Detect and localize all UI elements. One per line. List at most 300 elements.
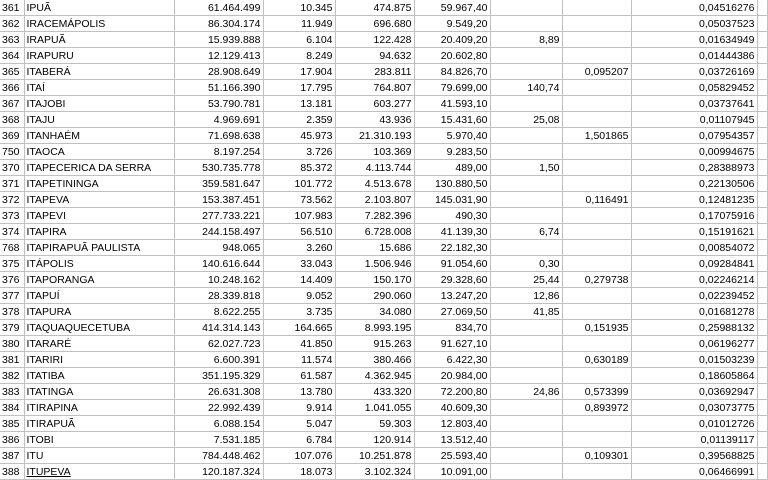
cell-municipality[interactable]	[24, 368, 174, 384]
cell-col-e[interactable]: 290.060	[335, 288, 414, 304]
cell-col-c[interactable]: 948.065	[174, 240, 263, 256]
cell-col-c[interactable]: 244.158.497	[174, 224, 263, 240]
cell-col-g[interactable]	[490, 432, 562, 448]
cell-col-e[interactable]: 7.282.396	[335, 208, 414, 224]
cell-col-j[interactable]	[757, 64, 767, 80]
cell-col-i[interactable]: 0,01444386	[631, 48, 757, 64]
cell-col-g[interactable]: 8,89	[490, 32, 562, 48]
cell-col-i[interactable]: 0,28388973	[631, 160, 757, 176]
cell-code[interactable]: 380	[0, 336, 24, 352]
cell-col-g[interactable]	[490, 448, 562, 464]
cell-col-f[interactable]: 22.182,30	[414, 240, 490, 256]
cell-code[interactable]: 367	[0, 96, 24, 112]
cell-col-c[interactable]: 6.088.154	[174, 416, 263, 432]
cell-col-e[interactable]: 21.310.193	[335, 128, 414, 144]
cell-col-c[interactable]: 53.790.781	[174, 96, 263, 112]
cell-col-c[interactable]: 277.733.221	[174, 208, 263, 224]
cell-col-h[interactable]	[562, 96, 631, 112]
cell-code[interactable]: 362	[0, 16, 24, 32]
cell-code[interactable]: 373	[0, 208, 24, 224]
cell-col-i[interactable]: 0,22130506	[631, 176, 757, 192]
cell-col-h[interactable]	[562, 0, 631, 16]
cell-col-e[interactable]: 603.277	[335, 96, 414, 112]
cell-code[interactable]: 368	[0, 112, 24, 128]
cell-col-c[interactable]: 10.248.162	[174, 272, 263, 288]
cell-municipality[interactable]	[24, 400, 174, 416]
cell-col-f[interactable]: 9.283,50	[414, 144, 490, 160]
cell-col-g[interactable]	[490, 128, 562, 144]
cell-col-d[interactable]: 3.260	[263, 240, 335, 256]
cell-col-j[interactable]	[757, 176, 767, 192]
cell-col-h[interactable]: 0,893972	[562, 400, 631, 416]
cell-col-f[interactable]: 13.247,20	[414, 288, 490, 304]
cell-code[interactable]: 369	[0, 128, 24, 144]
cell-col-g[interactable]: 41,85	[490, 304, 562, 320]
cell-col-d[interactable]: 5.047	[263, 416, 335, 432]
cell-col-e[interactable]: 474.875	[335, 0, 414, 16]
cell-col-e[interactable]: 120.914	[335, 432, 414, 448]
cell-col-e[interactable]: 122.428	[335, 32, 414, 48]
cell-municipality[interactable]	[24, 416, 174, 432]
cell-col-d[interactable]: 8.249	[263, 48, 335, 64]
cell-col-d[interactable]: 11.574	[263, 352, 335, 368]
cell-col-j[interactable]	[757, 112, 767, 128]
cell-col-f[interactable]: 41.593,10	[414, 96, 490, 112]
cell-col-d[interactable]: 17.795	[263, 80, 335, 96]
cell-col-g[interactable]	[490, 240, 562, 256]
cell-col-h[interactable]	[562, 432, 631, 448]
cell-col-f[interactable]: 489,00	[414, 160, 490, 176]
cell-col-i[interactable]: 0,05037523	[631, 16, 757, 32]
cell-col-c[interactable]: 7.531.185	[174, 432, 263, 448]
cell-col-h[interactable]	[562, 304, 631, 320]
cell-col-c[interactable]: 153.387.451	[174, 192, 263, 208]
cell-col-g[interactable]: 24,86	[490, 384, 562, 400]
cell-col-d[interactable]: 2.359	[263, 112, 335, 128]
cell-col-e[interactable]: 2.103.807	[335, 192, 414, 208]
cell-col-c[interactable]: 26.631.308	[174, 384, 263, 400]
cell-code[interactable]: 750	[0, 144, 24, 160]
cell-col-d[interactable]: 13.181	[263, 96, 335, 112]
cell-col-j[interactable]	[757, 256, 767, 272]
cell-code[interactable]: 361	[0, 0, 24, 16]
cell-col-c[interactable]: 71.698.638	[174, 128, 263, 144]
cell-col-h[interactable]	[562, 176, 631, 192]
cell-col-f[interactable]: 25.593,40	[414, 448, 490, 464]
cell-col-g[interactable]	[490, 368, 562, 384]
cell-col-d[interactable]: 107.983	[263, 208, 335, 224]
cell-col-g[interactable]: 0,30	[490, 256, 562, 272]
cell-col-j[interactable]	[757, 352, 767, 368]
cell-col-i[interactable]: 0,12481235	[631, 192, 757, 208]
cell-col-c[interactable]: 6.600.391	[174, 352, 263, 368]
cell-municipality[interactable]	[24, 80, 174, 96]
cell-col-f[interactable]: 15.431,60	[414, 112, 490, 128]
cell-col-g[interactable]	[490, 464, 562, 480]
cell-col-i[interactable]: 0,00854072	[631, 240, 757, 256]
cell-col-f[interactable]: 12.803,40	[414, 416, 490, 432]
cell-col-e[interactable]: 4.513.678	[335, 176, 414, 192]
cell-col-g[interactable]: 6,74	[490, 224, 562, 240]
cell-col-f[interactable]: 13.512,40	[414, 432, 490, 448]
cell-code[interactable]: 385	[0, 416, 24, 432]
cell-col-i[interactable]: 0,01012726	[631, 416, 757, 432]
cell-col-c[interactable]: 140.616.644	[174, 256, 263, 272]
cell-col-j[interactable]	[757, 400, 767, 416]
cell-col-d[interactable]: 17.904	[263, 64, 335, 80]
cell-municipality[interactable]	[24, 240, 174, 256]
cell-code[interactable]: 375	[0, 256, 24, 272]
cell-col-e[interactable]: 94.632	[335, 48, 414, 64]
cell-col-e[interactable]: 103.369	[335, 144, 414, 160]
cell-code[interactable]: 388	[0, 464, 24, 480]
cell-municipality[interactable]	[24, 384, 174, 400]
cell-code[interactable]: 378	[0, 304, 24, 320]
cell-col-d[interactable]: 3.726	[263, 144, 335, 160]
cell-col-f[interactable]: 79.699,00	[414, 80, 490, 96]
cell-code[interactable]: 372	[0, 192, 24, 208]
cell-col-i[interactable]: 0,01503239	[631, 352, 757, 368]
cell-municipality[interactable]	[24, 192, 174, 208]
cell-col-c[interactable]: 61.464.499	[174, 0, 263, 16]
cell-col-g[interactable]: 12,86	[490, 288, 562, 304]
cell-col-j[interactable]	[757, 288, 767, 304]
cell-col-c[interactable]: 51.166.390	[174, 80, 263, 96]
cell-col-e[interactable]: 283.811	[335, 64, 414, 80]
cell-col-i[interactable]: 0,03737641	[631, 96, 757, 112]
cell-col-j[interactable]	[757, 160, 767, 176]
cell-col-j[interactable]	[757, 208, 767, 224]
cell-col-i[interactable]: 0,09284841	[631, 256, 757, 272]
cell-code[interactable]: 371	[0, 176, 24, 192]
cell-col-i[interactable]: 0,39568825	[631, 448, 757, 464]
cell-code[interactable]: 386	[0, 432, 24, 448]
cell-col-e[interactable]: 15.686	[335, 240, 414, 256]
cell-code[interactable]: 366	[0, 80, 24, 96]
cell-col-i[interactable]: 0,04516276	[631, 0, 757, 16]
cell-col-j[interactable]	[757, 336, 767, 352]
cell-municipality[interactable]	[24, 272, 174, 288]
cell-col-e[interactable]: 4.113.744	[335, 160, 414, 176]
cell-col-c[interactable]: 530.735.778	[174, 160, 263, 176]
cell-col-e[interactable]: 1.041.055	[335, 400, 414, 416]
cell-col-e[interactable]: 764.807	[335, 80, 414, 96]
cell-col-j[interactable]	[757, 192, 767, 208]
cell-col-e[interactable]: 6.728.008	[335, 224, 414, 240]
cell-municipality[interactable]	[24, 448, 174, 464]
cell-col-d[interactable]: 6.104	[263, 32, 335, 48]
cell-col-f[interactable]: 40.609,30	[414, 400, 490, 416]
cell-col-g[interactable]	[490, 144, 562, 160]
cell-col-c[interactable]: 414.314.143	[174, 320, 263, 336]
cell-code[interactable]: 377	[0, 288, 24, 304]
cell-col-f[interactable]: 91.627,10	[414, 336, 490, 352]
cell-municipality[interactable]	[24, 256, 174, 272]
cell-col-g[interactable]: 1,50	[490, 160, 562, 176]
cell-col-g[interactable]	[490, 416, 562, 432]
cell-col-e[interactable]: 10.251.878	[335, 448, 414, 464]
cell-municipality[interactable]	[24, 0, 174, 16]
cell-col-h[interactable]: 0,279738	[562, 272, 631, 288]
cell-col-i[interactable]: 0,15191621	[631, 224, 757, 240]
cell-col-c[interactable]: 62.027.723	[174, 336, 263, 352]
cell-col-i[interactable]: 0,17075916	[631, 208, 757, 224]
cell-col-j[interactable]	[757, 368, 767, 384]
cell-municipality[interactable]	[24, 32, 174, 48]
cell-col-c[interactable]: 120.187.324	[174, 464, 263, 480]
cell-code[interactable]: 382	[0, 368, 24, 384]
cell-col-d[interactable]: 14.409	[263, 272, 335, 288]
cell-col-h[interactable]	[562, 336, 631, 352]
cell-code[interactable]: 365	[0, 64, 24, 80]
cell-col-e[interactable]: 43.936	[335, 112, 414, 128]
cell-col-c[interactable]: 4.969.691	[174, 112, 263, 128]
cell-col-d[interactable]: 9.914	[263, 400, 335, 416]
cell-col-h[interactable]	[562, 416, 631, 432]
cell-col-d[interactable]: 6.784	[263, 432, 335, 448]
cell-col-f[interactable]: 20.602,80	[414, 48, 490, 64]
cell-col-d[interactable]: 107.076	[263, 448, 335, 464]
cell-col-h[interactable]	[562, 208, 631, 224]
cell-col-f[interactable]: 145.031,90	[414, 192, 490, 208]
cell-col-g[interactable]	[490, 16, 562, 32]
cell-col-h[interactable]: 1,501865	[562, 128, 631, 144]
cell-col-i[interactable]: 0,18605864	[631, 368, 757, 384]
cell-col-j[interactable]	[757, 224, 767, 240]
cell-col-d[interactable]: 18.073	[263, 464, 335, 480]
cell-col-f[interactable]: 91.054,60	[414, 256, 490, 272]
cell-municipality[interactable]	[24, 336, 174, 352]
cell-code[interactable]: 384	[0, 400, 24, 416]
cell-col-g[interactable]: 25,44	[490, 272, 562, 288]
cell-col-e[interactable]: 150.170	[335, 272, 414, 288]
cell-col-e[interactable]: 380.466	[335, 352, 414, 368]
cell-municipality[interactable]	[24, 144, 174, 160]
cell-col-d[interactable]: 10.345	[263, 0, 335, 16]
cell-col-f[interactable]: 29.328,60	[414, 272, 490, 288]
cell-col-h[interactable]	[562, 240, 631, 256]
cell-col-e[interactable]: 915.263	[335, 336, 414, 352]
cell-col-i[interactable]: 0,01681278	[631, 304, 757, 320]
cell-col-j[interactable]	[757, 96, 767, 112]
cell-col-e[interactable]: 1.506.946	[335, 256, 414, 272]
cell-col-f[interactable]: 6.422,30	[414, 352, 490, 368]
cell-municipality[interactable]	[24, 96, 174, 112]
cell-col-f[interactable]: 5.970,40	[414, 128, 490, 144]
cell-code[interactable]: 383	[0, 384, 24, 400]
cell-col-c[interactable]: 8.197.254	[174, 144, 263, 160]
cell-col-i[interactable]: 0,02239452	[631, 288, 757, 304]
cell-col-j[interactable]	[757, 16, 767, 32]
cell-col-g[interactable]	[490, 48, 562, 64]
cell-col-d[interactable]: 101.772	[263, 176, 335, 192]
cell-col-i[interactable]: 0,01107945	[631, 112, 757, 128]
cell-col-h[interactable]: 0,116491	[562, 192, 631, 208]
cell-col-d[interactable]: 164.665	[263, 320, 335, 336]
cell-col-e[interactable]: 34.080	[335, 304, 414, 320]
cell-col-e[interactable]: 3.102.324	[335, 464, 414, 480]
cell-col-g[interactable]: 140,74	[490, 80, 562, 96]
cell-col-f[interactable]: 59.967,40	[414, 0, 490, 16]
cell-col-h[interactable]	[562, 32, 631, 48]
cell-col-h[interactable]: 0,095207	[562, 64, 631, 80]
cell-col-f[interactable]: 130.880,50	[414, 176, 490, 192]
cell-col-f[interactable]: 41.139,30	[414, 224, 490, 240]
cell-col-h[interactable]	[562, 16, 631, 32]
cell-col-e[interactable]: 59.303	[335, 416, 414, 432]
cell-col-d[interactable]: 9.052	[263, 288, 335, 304]
cell-code[interactable]: 768	[0, 240, 24, 256]
cell-col-j[interactable]	[757, 128, 767, 144]
cell-col-f[interactable]: 490,30	[414, 208, 490, 224]
cell-code[interactable]: 376	[0, 272, 24, 288]
cell-col-j[interactable]	[757, 240, 767, 256]
cell-col-j[interactable]	[757, 80, 767, 96]
cell-col-j[interactable]	[757, 384, 767, 400]
cell-col-j[interactable]	[757, 304, 767, 320]
cell-col-i[interactable]: 0,02246214	[631, 272, 757, 288]
cell-municipality[interactable]	[24, 176, 174, 192]
cell-col-d[interactable]: 45.973	[263, 128, 335, 144]
cell-col-h[interactable]: 0,630189	[562, 352, 631, 368]
cell-col-c[interactable]: 28.908.649	[174, 64, 263, 80]
cell-col-c[interactable]: 22.992.439	[174, 400, 263, 416]
cell-col-g[interactable]	[490, 192, 562, 208]
cell-col-g[interactable]	[490, 0, 562, 16]
cell-code[interactable]: 363	[0, 32, 24, 48]
cell-municipality[interactable]	[24, 208, 174, 224]
cell-col-j[interactable]	[757, 272, 767, 288]
cell-col-f[interactable]: 10.091,00	[414, 464, 490, 480]
cell-col-g[interactable]: 25,08	[490, 112, 562, 128]
cell-col-h[interactable]: 0,109301	[562, 448, 631, 464]
cell-col-h[interactable]	[562, 288, 631, 304]
cell-col-e[interactable]: 696.680	[335, 16, 414, 32]
cell-col-f[interactable]: 834,70	[414, 320, 490, 336]
cell-col-f[interactable]: 27.069,50	[414, 304, 490, 320]
cell-col-i[interactable]: 0,06196277	[631, 336, 757, 352]
cell-col-d[interactable]: 85.372	[263, 160, 335, 176]
cell-col-g[interactable]	[490, 400, 562, 416]
cell-col-e[interactable]: 433.320	[335, 384, 414, 400]
cell-col-i[interactable]: 0,01139117	[631, 432, 757, 448]
cell-col-d[interactable]: 33.043	[263, 256, 335, 272]
cell-col-c[interactable]: 15.939.888	[174, 32, 263, 48]
cell-code[interactable]: 387	[0, 448, 24, 464]
cell-col-h[interactable]	[562, 464, 631, 480]
cell-code[interactable]: 374	[0, 224, 24, 240]
cell-col-c[interactable]: 28.339.818	[174, 288, 263, 304]
cell-code[interactable]: 370	[0, 160, 24, 176]
cell-col-i[interactable]: 0,05829452	[631, 80, 757, 96]
cell-col-j[interactable]	[757, 464, 767, 480]
cell-municipality[interactable]	[24, 288, 174, 304]
cell-col-j[interactable]	[757, 416, 767, 432]
cell-col-i[interactable]: 0,03073775	[631, 400, 757, 416]
cell-col-c[interactable]: 8.622.255	[174, 304, 263, 320]
cell-col-g[interactable]	[490, 352, 562, 368]
cell-col-e[interactable]: 4.362.945	[335, 368, 414, 384]
cell-municipality[interactable]	[24, 112, 174, 128]
cell-col-j[interactable]	[757, 432, 767, 448]
cell-municipality[interactable]	[24, 128, 174, 144]
cell-municipality[interactable]	[24, 304, 174, 320]
cell-col-c[interactable]: 86.304.174	[174, 16, 263, 32]
cell-col-g[interactable]	[490, 96, 562, 112]
cell-col-j[interactable]	[757, 0, 767, 16]
cell-col-f[interactable]: 84.826,70	[414, 64, 490, 80]
cell-municipality[interactable]	[24, 464, 174, 480]
cell-col-g[interactable]	[490, 176, 562, 192]
cell-col-g[interactable]	[490, 336, 562, 352]
cell-code[interactable]: 379	[0, 320, 24, 336]
cell-col-d[interactable]: 13.780	[263, 384, 335, 400]
cell-col-h[interactable]	[562, 112, 631, 128]
cell-col-i[interactable]: 0,03692947	[631, 384, 757, 400]
cell-municipality[interactable]	[24, 352, 174, 368]
cell-col-h[interactable]	[562, 48, 631, 64]
cell-col-g[interactable]	[490, 64, 562, 80]
cell-col-d[interactable]: 11.949	[263, 16, 335, 32]
cell-col-d[interactable]: 61.587	[263, 368, 335, 384]
cell-col-h[interactable]: 0,573399	[562, 384, 631, 400]
cell-col-c[interactable]: 12.129.413	[174, 48, 263, 64]
cell-col-i[interactable]: 0,07954357	[631, 128, 757, 144]
cell-col-h[interactable]	[562, 80, 631, 96]
cell-municipality[interactable]	[24, 160, 174, 176]
cell-municipality[interactable]	[24, 224, 174, 240]
cell-col-j[interactable]	[757, 48, 767, 64]
cell-col-h[interactable]	[562, 160, 631, 176]
cell-col-d[interactable]: 56.510	[263, 224, 335, 240]
cell-col-j[interactable]	[757, 320, 767, 336]
cell-code[interactable]: 381	[0, 352, 24, 368]
cell-col-h[interactable]: 0,151935	[562, 320, 631, 336]
cell-col-g[interactable]	[490, 320, 562, 336]
cell-col-h[interactable]	[562, 144, 631, 160]
cell-municipality[interactable]	[24, 48, 174, 64]
cell-col-f[interactable]: 20.409,20	[414, 32, 490, 48]
cell-col-d[interactable]: 41.850	[263, 336, 335, 352]
cell-col-h[interactable]	[562, 256, 631, 272]
cell-municipality[interactable]	[24, 16, 174, 32]
cell-municipality[interactable]	[24, 64, 174, 80]
cell-col-d[interactable]: 73.562	[263, 192, 335, 208]
cell-col-c[interactable]: 784.448.462	[174, 448, 263, 464]
cell-col-j[interactable]	[757, 32, 767, 48]
cell-col-h[interactable]	[562, 368, 631, 384]
cell-col-e[interactable]: 8.993.195	[335, 320, 414, 336]
cell-municipality[interactable]	[24, 320, 174, 336]
cell-col-g[interactable]	[490, 208, 562, 224]
cell-col-i[interactable]: 0,03726169	[631, 64, 757, 80]
cell-municipality[interactable]	[24, 432, 174, 448]
cell-col-f[interactable]: 9.549,20	[414, 16, 490, 32]
cell-col-i[interactable]: 0,06466991	[631, 464, 757, 480]
cell-col-c[interactable]: 351.195.329	[174, 368, 263, 384]
cell-col-f[interactable]: 20.984,00	[414, 368, 490, 384]
cell-code[interactable]: 364	[0, 48, 24, 64]
cell-col-f[interactable]: 72.200,80	[414, 384, 490, 400]
cell-col-h[interactable]	[562, 224, 631, 240]
cell-col-i[interactable]: 0,01634949	[631, 32, 757, 48]
cell-col-i[interactable]: 0,00994675	[631, 144, 757, 160]
cell-col-d[interactable]: 3.735	[263, 304, 335, 320]
cell-col-j[interactable]	[757, 144, 767, 160]
cell-col-j[interactable]	[757, 448, 767, 464]
cell-col-i[interactable]: 0,25988132	[631, 320, 757, 336]
cell-col-c[interactable]: 359.581.647	[174, 176, 263, 192]
